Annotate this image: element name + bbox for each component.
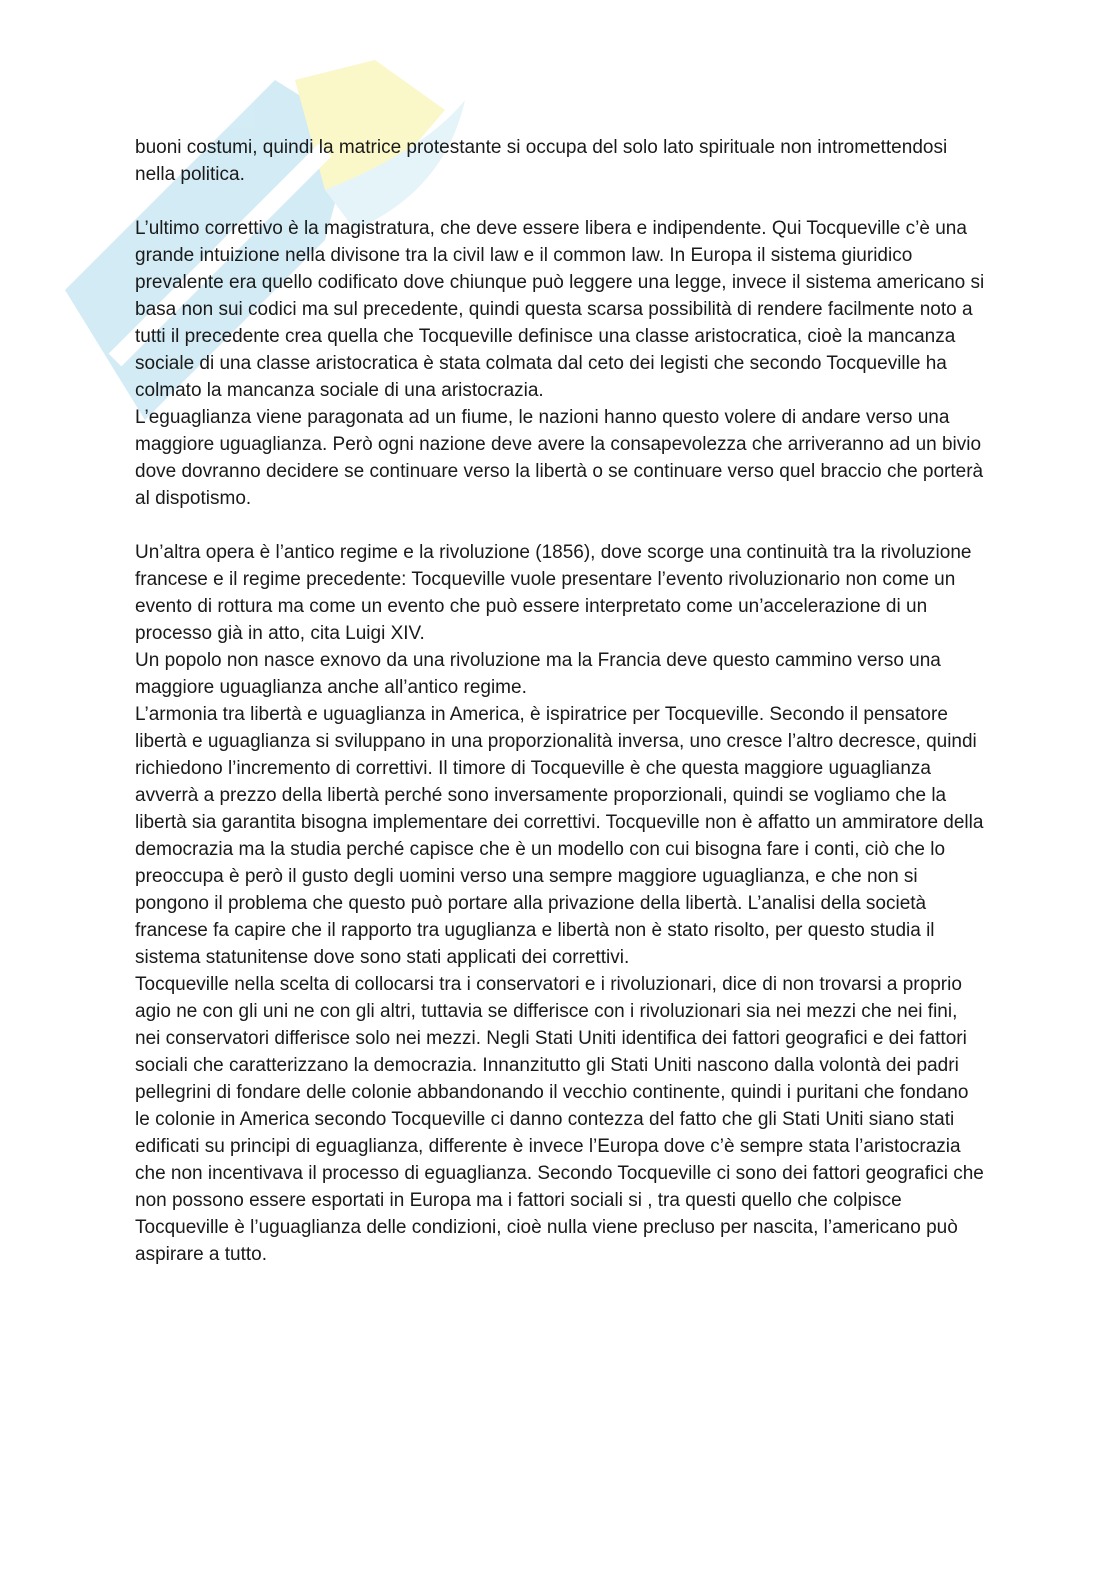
paragraph: Tocqueville nella scelta di collocarsi tra i conservatori e i rivoluzionari, dice di non trovarsi a proprio agio ne con gli uni ne con gli altri, tuttavia se differisce con i rivoluzionari sia nei mezzi che nei fini, nei conservatori differisce solo nei mezzi. Negli Stati Uniti identifica dei fattori geografici e dei fattori sociali che caratterizzano la democrazia. Innanzitutto gli Stati Uniti nascono dalla volontà dei padri pellegrini di fondare delle colonie abbandonando il vecchio continente, quindi i puritani che fondano le colonie in America secondo Tocqueville ci danno contezza del fatto che gli Stati Uniti siano stati edificati su principi di eguaglianza, differente è invece l’Europa dove c’è sempre stata l’aristocrazia che non incentivava il processo di eguaglianza. Secondo Tocqueville ci sono dei fattori geografici che non possono essere esportati in Europa ma i fattori sociali si , tra questi quello che colpisce Tocqueville è l’uguaglianza delle condizioni, cioè nulla viene precluso per nascita, l’americano può aspirare a tutto. [135, 974, 984, 1265]
paragraph: L’armonia tra libertà e uguaglianza in America, è ispiratrice per Tocqueville. Secondo il pensatore libertà e uguaglianza si sviluppano in una proporzionalità inversa, uno cresce l’altro decresce, quindi richiedono l’incremento di correttivi. Il timore di Tocqueville è che questa maggiore uguaglianza avverrà a prezzo della libertà perché sono inversamente proporzionali, quindi se vogliamo che la libertà sia garantita bisogna implementare dei correttivi. Tocqueville non è affatto un ammiratore della democrazia ma la studia perché capisce che è un modello con cui bisogna fare i conti, ciò che lo preoccupa è però il gusto degli uomini verso una sempre maggiore uguaglianza, e che non si pongono il problema che questo può portare alla privazione della libertà. L’analisi della società francese fa capire che il rapporto tra uguglianza e libertà non è stato risolto, per questo studia il sistema statunitense dove sono stati applicati dei correttivi. [135, 704, 984, 968]
paragraph: buoni costumi, quindi la matrice protestante si occupa del solo lato spirituale non intromettendosi nella politica. [135, 137, 948, 185]
paragraph: L’ultimo correttivo è la magistratura, che deve essere libera e indipendente. Qui Tocqueville c’è una grande intuizione nella divisone tra la civil law e il common law. In Europa il sistema giuridico prevalente era quello codificato dove chiunque può leggere una legge, invece il sistema americano si basa non sui codici ma sul precedente, quindi questa scarsa possibilità di rendere facilmente noto a tutti il precedente crea quella che Tocqueville definisce una classe aristocratica, cioè la mancanza sociale di una classe aristocratica è stata colmata dal ceto dei legisti che secondo Tocqueville ha colmato la mancanza sociale di una aristocrazia. [135, 218, 985, 401]
document-body [135, 134, 985, 1268]
paragraph: L’eguaglianza viene paragonata ad un fiume, le nazioni hanno questo volere di andare verso una maggiore uguaglianza. Però ogni nazione deve avere la consapevolezza che arriveranno ad un bivio dove dovranno decidere se continuare verso la libertà o se continuare verso quel braccio che porterà al dispotismo. [135, 407, 984, 509]
paragraph: Un popolo non nasce exnovo da una rivoluzione ma la Francia deve questo cammino verso una maggiore uguaglianza anche all’antico regime. [135, 650, 941, 698]
paragraph: Un’altra opera è l’antico regime e la rivoluzione (1856), dove scorge una continuità tra la rivoluzione francese e il regime precedente: Tocqueville vuole presentare l’evento rivoluzionario non come un evento di rottura ma come un evento che può essere interpretato come un’accelerazione di un processo già in atto, cita Luigi XIV. [135, 542, 972, 644]
